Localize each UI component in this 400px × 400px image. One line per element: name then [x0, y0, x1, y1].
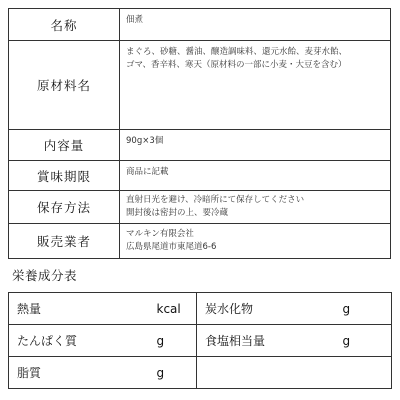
nutrition-table [8, 292, 392, 389]
nutrition-name: 炭水化物 [197, 293, 343, 325]
info-value-line: 商品に記載 [126, 167, 169, 177]
info-row-quantity [9, 130, 391, 161]
info-row-name [9, 9, 391, 41]
info-value-line: まぐろ、砂糖、醤油、醸造調味料、還元水飴、麦芽水飴、 [126, 47, 348, 57]
nutrition-unit: g [343, 325, 392, 357]
nutrition-name: 脂質 [9, 357, 157, 389]
nutrition-row [9, 293, 392, 325]
info-value-line: 直射日光を避け、冷暗所にて保存してください [126, 195, 305, 205]
info-value-expiry [120, 161, 391, 191]
info-label-expiry: 賞味期限 [9, 161, 120, 191]
nutrition-name: たんぱく質 [9, 325, 157, 357]
info-row-storage [9, 191, 391, 224]
nutrition-unit: g [157, 325, 197, 357]
nutrition-unit: g [157, 357, 197, 389]
nutrition-name [197, 357, 343, 389]
info-label-seller: 販売業者 [9, 224, 120, 259]
info-row-seller [9, 224, 391, 259]
info-label-storage: 保存方法 [9, 191, 120, 224]
nutrition-unit: g [343, 293, 392, 325]
info-value-storage [120, 191, 391, 224]
info-value-quantity [120, 130, 391, 161]
info-value-line: 佃煮 [126, 15, 144, 25]
info-value-name [120, 9, 391, 41]
info-value-line: マルキン有限会社 [126, 229, 194, 239]
nutrition-title: 栄養成分表 [12, 268, 78, 283]
nutrition-unit [343, 357, 392, 389]
info-value-seller [120, 224, 391, 259]
info-label-ingredients: 原材料名 [9, 41, 120, 130]
info-value-line: 広島県尾道市東尾道6-6 [126, 242, 217, 252]
info-row-expiry [9, 161, 391, 191]
info-value-line: ゴマ、香辛料、寒天（原材料の一部に小麦・大豆を含む） [126, 60, 347, 70]
info-value-ingredients [120, 41, 391, 130]
info-label-quantity: 内容量 [9, 130, 120, 161]
info-label-name: 名称 [9, 9, 120, 41]
info-value-line: 90g×3個 [126, 136, 164, 146]
info-value-line: 開封後は密封の上、要冷蔵 [126, 208, 229, 218]
nutrition-name: 熱量 [9, 293, 157, 325]
nutrition-unit: kcal [157, 293, 197, 325]
product-info-table [8, 8, 391, 259]
nutrition-row [9, 325, 392, 357]
nutrition-name: 食塩相当量 [197, 325, 343, 357]
info-row-ingredients [9, 41, 391, 130]
nutrition-row [9, 357, 392, 389]
